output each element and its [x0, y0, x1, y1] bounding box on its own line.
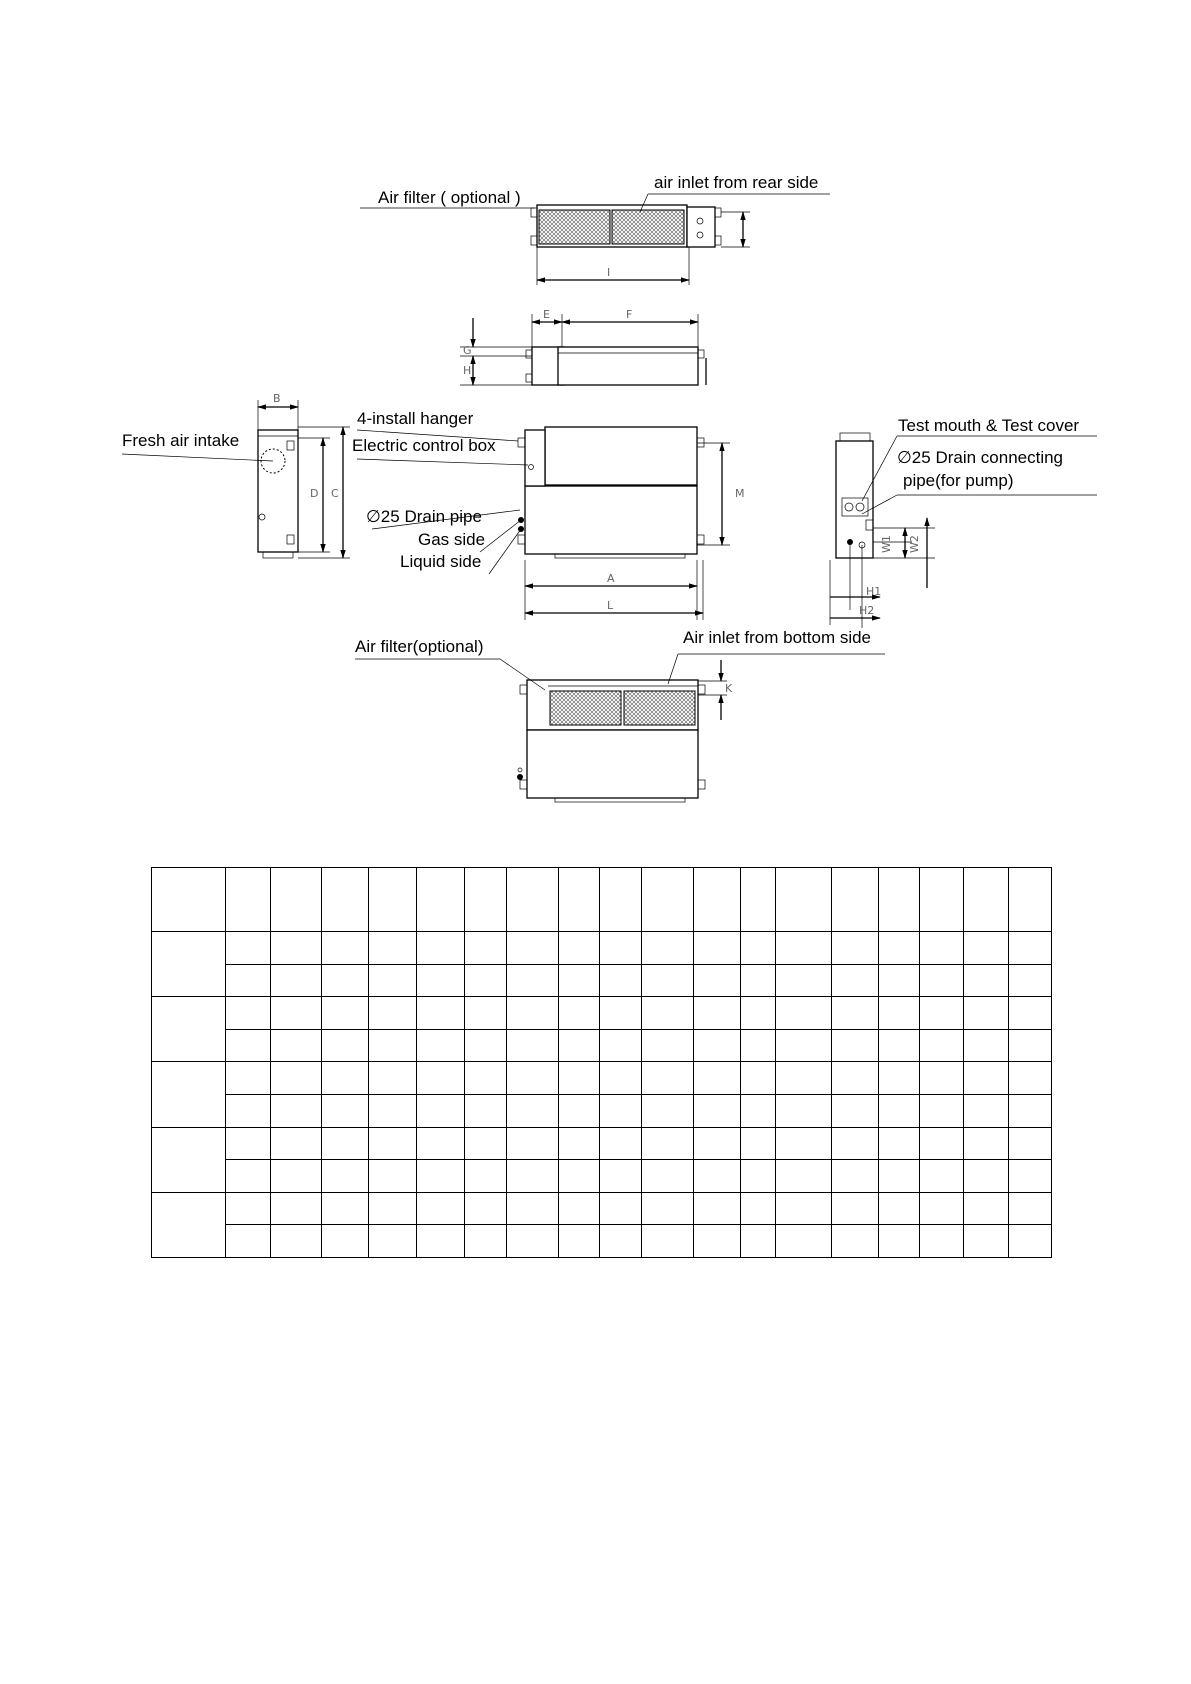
table-row [152, 1062, 1052, 1095]
label-test-mouth: Test mouth & Test cover [898, 416, 1080, 435]
top-view [460, 314, 706, 385]
dim-B: B [273, 392, 281, 405]
model-cell [152, 1192, 226, 1257]
label-air-filter-bottom: Air filter(optional) [355, 637, 484, 656]
table-row [152, 1225, 1052, 1258]
dim-I: I [607, 266, 611, 279]
table-row [152, 1029, 1052, 1062]
dim-W1: W1 [880, 535, 893, 553]
dim-H1: H1 [866, 585, 882, 598]
dim-K: K [725, 682, 733, 695]
label-pipe-for-pump: pipe(for pump) [903, 471, 1014, 490]
dimension-table [151, 867, 1052, 1258]
dim-W2: W2 [908, 535, 921, 553]
label-drain-connecting: ∅25 Drain connecting [897, 448, 1064, 467]
bottom-view [355, 654, 885, 802]
dim-A: A [607, 572, 615, 585]
table-row [152, 964, 1052, 997]
model-cell [152, 932, 226, 997]
dim-H: H [463, 364, 472, 377]
table-row [152, 1192, 1052, 1225]
label-electric-control-box: Electric control box [352, 436, 496, 455]
label-air-filter-optional: Air filter ( optional ) [378, 188, 521, 207]
dim-F: F [626, 308, 633, 321]
model-cell [152, 1062, 226, 1127]
table-row [152, 1127, 1052, 1160]
label-liquid-side: Liquid side [400, 552, 482, 571]
model-cell [152, 1127, 226, 1192]
dim-E: E [543, 308, 550, 321]
dim-H2: H2 [859, 604, 875, 617]
side-view-left [122, 400, 350, 558]
model-cell [152, 997, 226, 1062]
table-row [152, 932, 1052, 965]
label-fresh-air-intake: Fresh air intake [122, 431, 240, 450]
rear-view [360, 194, 830, 285]
table-row [152, 997, 1052, 1030]
dim-G: G [463, 344, 472, 357]
dim-L: L [607, 599, 614, 612]
dim-M: M [735, 487, 745, 500]
label-air-inlet-rear: air inlet from rear side [654, 173, 819, 192]
label-air-inlet-bottom: Air inlet from bottom side [683, 628, 872, 647]
table-row [152, 1160, 1052, 1193]
label-install-hanger: 4-install hanger [357, 409, 474, 428]
dim-D: D [310, 487, 319, 500]
table-header-row [152, 868, 1052, 932]
dim-C: C [331, 487, 339, 500]
label-drain-pipe: ∅25 Drain pipe [366, 507, 482, 526]
table-row [152, 1094, 1052, 1127]
label-gas-side: Gas side [418, 530, 486, 549]
